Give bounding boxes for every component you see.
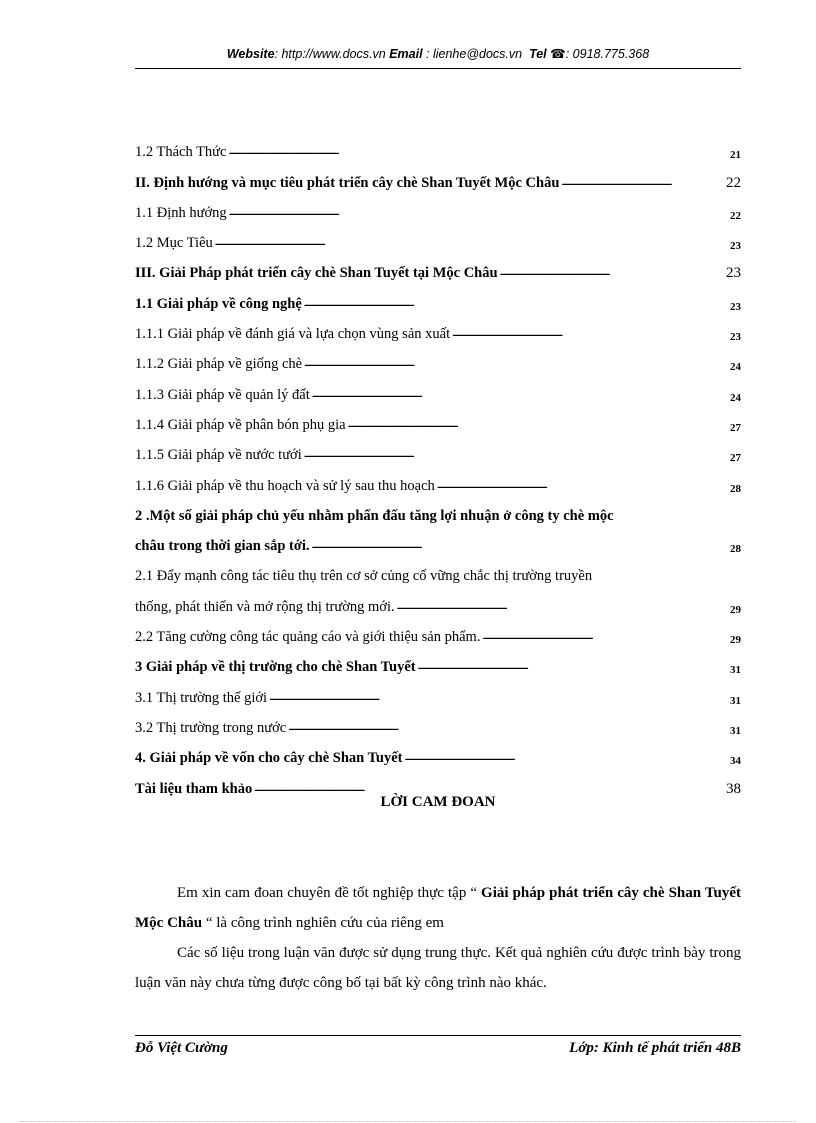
toc-entry: [135, 585, 741, 615]
page-footer: [135, 1040, 741, 1057]
dot-leader: [500, 268, 724, 278]
toc-entry-page: 28: [730, 482, 741, 495]
toc-entry-page: 23: [730, 331, 741, 344]
dot-leader: [254, 784, 724, 794]
toc-entry-page: 31: [730, 694, 741, 707]
toc-entry-title: III. Giải Pháp phát triển cây chè Shan Tuyết tại Mộc Châu: [135, 265, 498, 282]
toc-entry-title: 1.2 Mục Tiêu: [135, 235, 213, 252]
dot-leader: [229, 208, 728, 218]
dot-leader: [348, 420, 728, 430]
dot-leader: [288, 723, 728, 733]
dot-leader: [405, 753, 729, 763]
email-sep: :: [422, 47, 433, 61]
tel-label: Tel: [529, 47, 547, 61]
toc-entry-title: 3 Giải pháp về thị trường cho chè Shan Tuyết: [135, 659, 416, 676]
header-rule: [135, 68, 741, 69]
toc-entry: [135, 767, 741, 797]
toc-entry-title: 1.2 Thách Thức: [135, 144, 227, 161]
toc-entry: [135, 282, 741, 312]
toc-entry-title: 3.1 Thị trường thế giới: [135, 689, 268, 706]
toc-entry-page: 22: [726, 174, 741, 191]
page-edge: [20, 1121, 796, 1122]
toc-entry: [135, 737, 741, 767]
toc-entry-page: 24: [730, 361, 741, 374]
para1-suffix: “ là công trình nghiên cứu của riêng em: [202, 915, 444, 931]
toc-entry-title: 4. Giải pháp về vốn cho cây chè Shan Tuyết: [135, 750, 403, 767]
toc-entry-page: 29: [730, 634, 741, 647]
toc-entry-title: châu trong thời gian sắp tới.: [135, 538, 310, 555]
toc-entry-page: 24: [730, 391, 741, 404]
toc-entry-title: Tài liệu tham khảo: [135, 780, 253, 797]
dot-leader: [304, 299, 728, 309]
toc-entry: [135, 616, 741, 646]
dot-leader: [228, 147, 728, 157]
toc-entry-line1: [135, 555, 741, 585]
toc-entry-title: 1.1.5 Giải pháp về nước tưới: [135, 447, 302, 464]
dot-leader: [304, 359, 728, 369]
dot-leader: [304, 450, 728, 460]
dot-leader: [269, 693, 728, 703]
toc-entry-page: 27: [730, 421, 741, 434]
toc-entry-page: 28: [730, 543, 741, 556]
toc-entry-title: 1.1.2 Giải pháp về giống chè: [135, 356, 303, 373]
dot-leader: [561, 178, 724, 188]
email-value: lienhe@docs.vn: [432, 47, 523, 61]
dot-leader: [452, 329, 728, 339]
toc-entry-page: 23: [730, 300, 741, 313]
toc-entry: [135, 525, 741, 555]
toc-entry-title: 1.1 Định hướng: [135, 204, 227, 221]
toc-entry-title: 1.1.6 Giải pháp về thu hoạch và sử lý sau thu hoạch: [135, 477, 435, 494]
footer-class: Lớp: Kinh tế phát triển 48B: [569, 1040, 741, 1056]
toc-entry: [135, 404, 741, 434]
paragraph-declaration: [135, 878, 741, 938]
toc-entry-title: thống, phát thiển và mở rộng thị trường mới.: [135, 598, 395, 615]
toc-entry-title: 1.1.4 Giải pháp về phân bón phụ gia: [135, 416, 346, 433]
page-header: [135, 46, 741, 61]
toc-entry: [135, 192, 741, 222]
toc-entry: [135, 161, 741, 191]
toc-entry: [135, 222, 741, 252]
toc-entry-line1: [135, 495, 741, 525]
toc-entry: [135, 676, 741, 706]
dot-leader: [397, 602, 728, 612]
toc-entry-page: 21: [730, 149, 741, 162]
toc-entry: [135, 131, 741, 161]
toc-entry-page: 27: [730, 452, 741, 465]
paragraph-honesty: Các số liệu trong luận văn được sử dụng trung thực. Kết quả nghiên cứu được trình bày trong luận văn này chưa từng được công bố tại bất kỳ công trình nào khác.: [135, 945, 741, 991]
toc-entry-title: 2.2 Tăng cường công tác quảng cáo và giới thiệu sản phẩm.: [135, 629, 481, 646]
toc-entry-title: 2 .Một số giải pháp chủ yếu nhằm phấn đấu tăng lợi nhuận ở công ty chè mộc: [135, 507, 614, 524]
toc-entry-title: 1.1.1 Giải pháp về đánh giá và lựa chọn vùng sản xuất: [135, 326, 451, 343]
toc-entry-page: 34: [730, 755, 741, 768]
toc-entry-title: II. Định hướng và mục tiêu phát triển cây chè Shan Tuyết Mộc Châu: [135, 174, 560, 191]
toc-entry: [135, 707, 741, 737]
para1-bold: Giải pháp phát triển cây chè Shan Tuyết Mộc Châu: [135, 885, 741, 931]
toc-entry-title: 1.1 Giải pháp về công nghệ: [135, 295, 302, 312]
footer-author: Đỗ Việt Cường: [135, 1040, 228, 1056]
toc-entry: [135, 252, 741, 282]
toc-entry-page: 23: [726, 265, 741, 282]
email-label: Email: [389, 47, 423, 61]
toc-entry-page: 29: [730, 603, 741, 616]
table-of-contents: [135, 131, 741, 798]
dot-leader: [215, 238, 728, 248]
toc-entry-page: 31: [730, 724, 741, 737]
toc-entry: [135, 434, 741, 464]
website-label: Website: [226, 47, 275, 61]
toc-entry-page: 22: [730, 209, 741, 222]
toc-entry: [135, 464, 741, 494]
website-sep: :: [274, 47, 282, 61]
toc-entry-title: 3.2 Thị trường trong nước: [135, 719, 287, 736]
dot-leader: [312, 390, 728, 400]
dot-leader: [482, 632, 728, 642]
toc-entry: [135, 343, 741, 373]
toc-entry: [135, 373, 741, 403]
toc-entry: [135, 313, 741, 343]
toc-entry-title: 2.1 Đẩy mạnh công tác tiêu thụ trên cơ sở củng cố vững chắc thị trường truyền: [135, 568, 593, 585]
toc-entry: [135, 646, 741, 676]
dot-leader: [312, 541, 728, 551]
dot-leader: [418, 662, 728, 672]
phone-icon: ☎: [550, 47, 566, 61]
toc-entry-title: 1.1.3 Giải pháp về quản lý đất: [135, 386, 310, 403]
toc-entry-page: 23: [730, 240, 741, 253]
toc-entry-page: 31: [730, 664, 741, 677]
website-value: http://www.docs.vn: [281, 47, 386, 61]
footer-rule: [135, 1035, 741, 1036]
dot-leader: [437, 481, 728, 491]
para1-prefix: Em xin cam đoan chuyên đề tốt nghiệp thực tập “: [177, 885, 482, 901]
tel-value: : 0918.775.368: [565, 47, 650, 61]
toc-entry-page: 38: [726, 780, 741, 797]
section-title: LỜI CAM ĐOAN: [380, 794, 496, 810]
